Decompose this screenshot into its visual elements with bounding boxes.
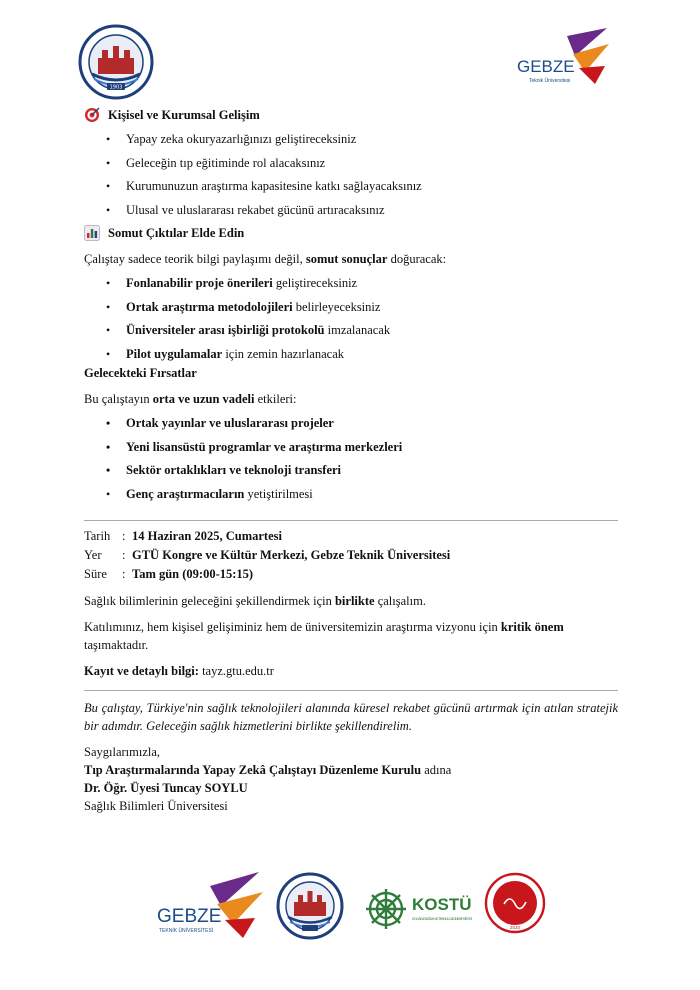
registration-line [84, 662, 618, 680]
intro-text: doğuracak: [387, 252, 447, 266]
list-item [104, 321, 618, 345]
kostu-sub: KOCAELİ SAĞLIK VE TEKNOLOJİ ÜNİVERSİTESİ [412, 917, 472, 921]
info-label: Süre [84, 567, 107, 581]
info-label: Tarih [84, 529, 111, 543]
outputs-intro [84, 250, 618, 268]
info-label: Yer [84, 548, 102, 562]
letter-body [84, 106, 618, 815]
ssu-footer-logo [276, 872, 344, 940]
gebze-logo-sub: Teknik Üniversitesi [529, 78, 571, 84]
ssu-logo [78, 24, 154, 100]
info-date-row [84, 527, 618, 546]
opportunities-list [104, 414, 618, 508]
list-item-bold: Üniversiteler arası işbirliği protokolü [126, 323, 325, 337]
signer-institution: Sağlık Bilimleri Üniversitesi [84, 799, 228, 813]
closing-text: Katılımınız, hem kişisel gelişiminiz hem de üniversitemizin araştırma vizyonu için [84, 620, 501, 634]
list-item-rest: geliştireceksiniz [272, 276, 358, 290]
section-personal-title [84, 106, 618, 124]
info-colon: : [122, 529, 126, 543]
gebze-footer-sub: TEKNİK ÜNİVERSİTESİ [159, 928, 214, 934]
red-logo-year: 2020 [509, 925, 521, 930]
closing-line-1 [84, 592, 618, 610]
list-item-bold: Pilot uygulamalar [126, 346, 223, 361]
outputs-list [104, 274, 618, 368]
ssu-logo-year: 1903 [109, 84, 123, 91]
red-university-logo [484, 872, 546, 934]
list-item: • Sektör ortaklıkları ve teknoloji transferi [104, 461, 618, 485]
intro-bold: somut sonuçlar [305, 252, 388, 266]
section-outputs-title [84, 224, 618, 242]
info-colon: : [122, 567, 126, 581]
registration-label: Kayıt ve detaylı bilgi: [84, 664, 199, 678]
gebze-footer-logo [155, 868, 265, 943]
closing-bold: kritik önem [500, 620, 564, 634]
target-icon [84, 107, 100, 123]
signature-block [84, 743, 618, 815]
list-item-bold: Ortak araştırma metodolojileri [126, 299, 293, 314]
kostu-logo [364, 880, 476, 938]
intro-text: Bu çalıştayın [84, 392, 153, 406]
section-title-text: Gelecekteki Fırsatlar [84, 365, 197, 380]
gebze-footer-text: GEBZE [157, 906, 222, 927]
list-item: • Yapay zeka okuryazarlığınızı geliştireceksiniz [104, 130, 618, 154]
personal-list [104, 130, 618, 224]
opportunities-intro [84, 390, 618, 408]
list-item: • Kurumunuzun araştırma kapasitesine katkı sağlayacaksınız [104, 177, 618, 201]
list-item-rest: imzalanacak [324, 323, 391, 337]
date-prefix: 14 [132, 529, 148, 543]
footer-logos [0, 868, 700, 948]
gebze-logo-text: GEBZE [517, 57, 575, 76]
closing-line-2 [84, 618, 618, 654]
kostu-text: KOSTÜ [412, 895, 472, 914]
info-value: Tam gün (09:00-15:15) [132, 567, 254, 581]
list-item-bold: Fonlanabilir proje önerileri [126, 276, 273, 290]
intro-text: etkileri: [254, 392, 297, 406]
section-title-text: Somut Çıktılar Elde Edin [108, 225, 245, 240]
list-item: • Yeni lisansüstü programlar ve araştırma merkezleri [104, 438, 618, 462]
list-item [104, 274, 618, 298]
committee-name: Tıp Araştırmalarında Yapay Zekâ Çalıştayı Düzenleme Kurulu [84, 763, 422, 777]
italic-note: Bu çalıştay, Türkiye'nin sağlık teknolojileri alanında küresel rekabet gücünü artırmak için atılan stratejik bir adımdır. Geleceğin sağlık hizmetlerini birlikte şekillendirelim. [84, 701, 618, 733]
list-item [104, 485, 618, 509]
list-item-rest: yetiştirilmesi [244, 486, 313, 501]
committee-rest: adına [421, 763, 452, 777]
date-value: Haziran 2025, Cumartesi [147, 529, 282, 543]
list-item [104, 345, 618, 369]
list-item: • Ortak yayınlar ve uluslararası projeler [104, 414, 618, 438]
signer-name: Dr. Öğr. Üyesi Tuncay SOYLU [84, 781, 248, 795]
intro-bold: orta ve uzun vadeli [152, 392, 255, 406]
list-item-bold: Genç araştırmacıların [126, 486, 245, 501]
gebze-logo [515, 26, 610, 86]
info-duration-row [84, 565, 618, 584]
intro-text: Çalıştay sadece teorik bilgi paylaşımı değil, [84, 252, 306, 266]
closing-text: Sağlık bilimlerinin geleceğini şekillendirmek için [84, 594, 335, 608]
info-value [132, 527, 282, 546]
list-item [104, 298, 618, 322]
closing-text: çalışalım. [374, 594, 426, 608]
closing-bold: birlikte [334, 594, 375, 608]
registration-url: tayz.gtu.edu.tr [198, 664, 274, 678]
header [0, 0, 700, 100]
greeting: Saygılarımızla, [84, 745, 161, 759]
info-place-row [84, 546, 618, 565]
divider [84, 690, 618, 691]
info-colon: : [122, 548, 126, 562]
divider [84, 520, 618, 521]
bar-chart-icon [84, 225, 100, 241]
closing-text: taşımaktadır. [84, 638, 149, 652]
list-item: • Ulusal ve uluslararası rekabet gücünü artıracaksınız [104, 201, 618, 225]
list-item-rest: belirleyeceksiniz [292, 299, 381, 314]
list-item-rest: için zemin hazırlanacak [222, 346, 344, 361]
committee-line [84, 761, 618, 779]
section-title-text: Kişisel ve Kurumsal Gelişim [108, 107, 260, 122]
list-item: • Geleceğin tıp eğitiminde rol alacaksınız [104, 154, 618, 178]
info-value: GTÜ Kongre ve Kültür Merkezi, Gebze Teknik Üniversitesi [132, 548, 451, 562]
event-info [84, 527, 618, 584]
